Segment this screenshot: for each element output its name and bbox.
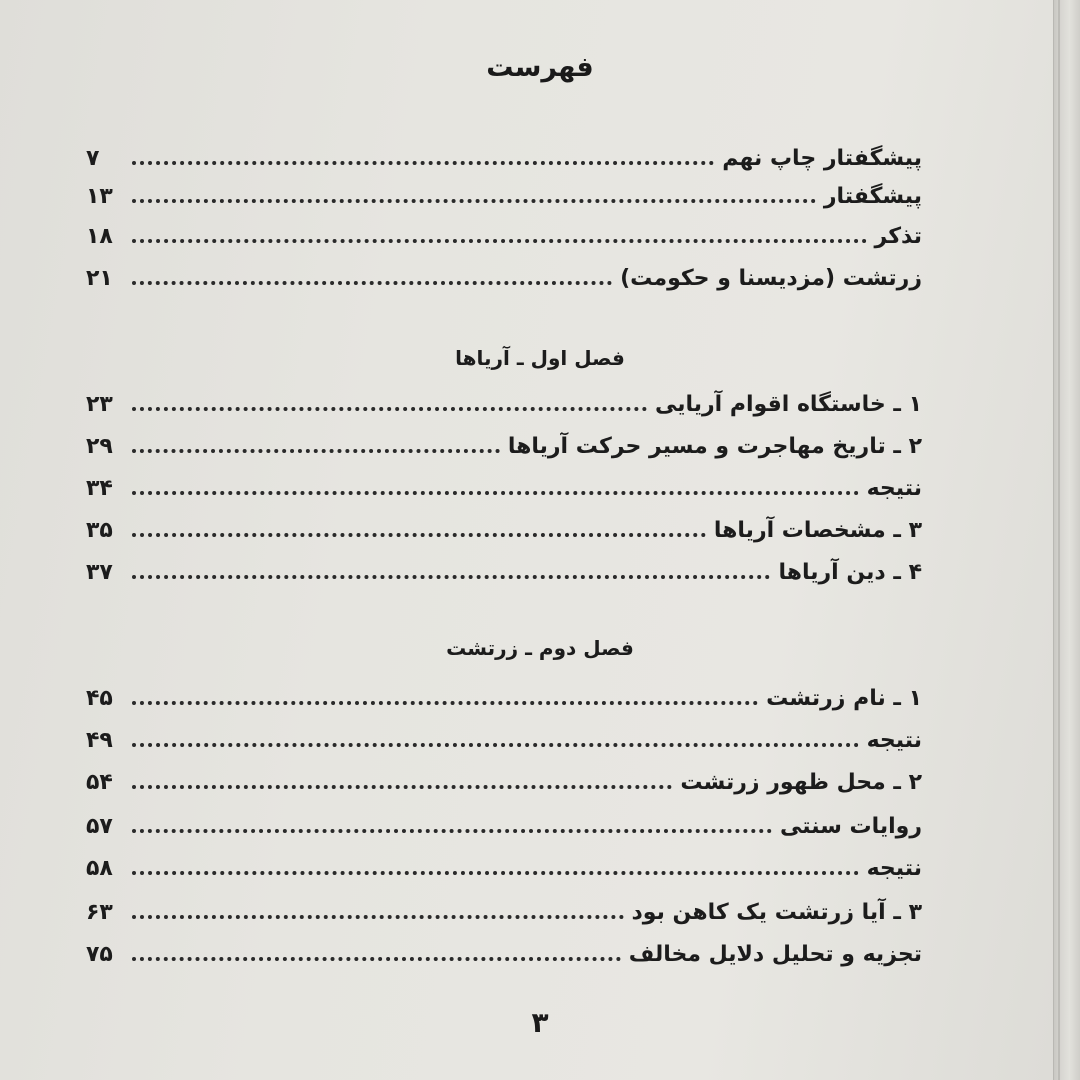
toc-entry-label: ۱ ـ نام زرتشت [766, 686, 922, 711]
toc-entry-label: پیشگفتار [823, 184, 922, 209]
toc-entry-page: ۱۳ [86, 184, 113, 209]
dot-leader [132, 575, 770, 579]
toc-entry-label: تذکر [874, 224, 922, 249]
dot-leader [132, 491, 859, 495]
page-title: فهرست [486, 52, 594, 83]
toc-entry-label: ۴ ـ دین آریاها [778, 560, 922, 585]
toc-entry-label: نتیجه [866, 728, 922, 753]
toc-entry [86, 216, 922, 252]
dot-leader [132, 281, 612, 285]
toc-entry [86, 678, 922, 714]
dot-leader [132, 449, 500, 453]
dot-leader [132, 829, 772, 833]
toc-entry-page: ۵۸ [86, 856, 113, 881]
toc-entry-label: نتیجه [866, 856, 922, 881]
toc-entry-page: ۳۵ [86, 518, 113, 543]
toc-entry-label: نتیجه [866, 476, 922, 501]
chapter-heading: فصل اول ـ آریاها [455, 346, 625, 370]
toc-entry-page: ۳۴ [86, 476, 113, 501]
toc-entry [86, 258, 922, 294]
toc-entry-page: ۲۱ [86, 266, 113, 291]
toc-entry-page: ۲۳ [86, 392, 113, 417]
toc-entry [86, 720, 922, 756]
toc-entry-page: ۴۵ [86, 686, 113, 711]
toc-entry-label: ۲ ـ محل ظهور زرتشت [680, 770, 922, 795]
toc-entry-page: ۱۸ [86, 224, 113, 249]
dot-leader [132, 407, 647, 411]
dot-leader [132, 785, 672, 789]
page-number: ۳ [531, 1006, 549, 1039]
toc-entry [86, 892, 922, 928]
toc-entry-label: ۱ ـ خاستگاه اقوام آریایی [654, 392, 922, 417]
toc-entry-label: زرتشت (مزدیسنا و حکومت) [620, 266, 922, 291]
toc-entry [86, 552, 922, 588]
dot-leader [132, 239, 867, 243]
chapter-heading: فصل دوم ـ زرتشت [446, 636, 634, 660]
toc-entry-page: ۳۷ [86, 560, 113, 585]
toc-entry [86, 176, 922, 212]
toc-entry-page: ۷ [86, 146, 100, 171]
toc-entry-page: ۵۴ [86, 770, 113, 795]
dot-leader [132, 533, 706, 537]
dot-leader [132, 161, 714, 165]
toc-entry [86, 848, 922, 884]
toc-entry [86, 468, 922, 504]
toc-entry [86, 426, 922, 462]
toc-entry-page: ۴۹ [86, 728, 113, 753]
dot-leader [132, 743, 859, 747]
dot-leader [132, 701, 758, 705]
toc-entry-label: ۳ ـ مشخصات آریاها [713, 518, 922, 543]
toc-entry [86, 934, 922, 970]
toc-entry-page: ۲۹ [86, 434, 113, 459]
toc-entry-page: ۵۷ [86, 814, 113, 839]
toc-entry-label: روایات سنتی [779, 814, 922, 839]
dot-leader [132, 957, 621, 961]
toc-entry [86, 138, 922, 174]
binding-line [1058, 0, 1060, 1080]
toc-entry [86, 762, 922, 798]
toc-entry-label: ۳ ـ آیا زرتشت یک کاهن بود [631, 900, 922, 925]
toc-entry-label: ۲ ـ تاریخ مهاجرت و مسیر حرکت آریاها [507, 434, 922, 459]
toc-entry [86, 806, 922, 842]
toc-entry [86, 384, 922, 420]
toc-entry-label: پیشگفتار چاپ نهم [722, 146, 922, 171]
toc-entry [86, 510, 922, 546]
toc-entry-page: ۶۳ [86, 900, 113, 925]
toc-entry-page: ۷۵ [86, 942, 113, 967]
toc-entry-label: تجزیه و تحلیل دلایل مخالف [628, 942, 922, 967]
dot-leader [132, 199, 816, 203]
dot-leader [132, 915, 624, 919]
dot-leader [132, 871, 859, 875]
